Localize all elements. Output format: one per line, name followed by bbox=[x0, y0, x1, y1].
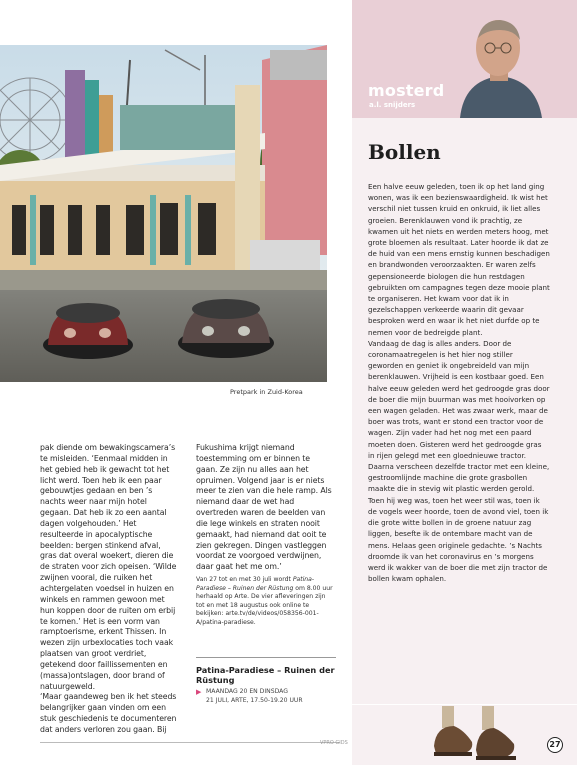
article-photo bbox=[0, 45, 327, 382]
broadcast-text: om 8.00 uur herhaald op Arte. De vier afleveringen zijn tot en met 18 augustus ook online te bekijken: bbox=[196, 584, 333, 618]
column-label: mosterd bbox=[368, 81, 445, 100]
program-listing bbox=[196, 657, 336, 705]
broadcast-info bbox=[196, 576, 334, 628]
author-portrait bbox=[440, 10, 550, 118]
play-icon: ▶ bbox=[196, 688, 202, 696]
column-author: a.l. snijders bbox=[369, 101, 416, 109]
program-schedule bbox=[196, 688, 336, 705]
broadcast-text: Van 27 tot en met 30 juli wordt bbox=[196, 576, 293, 583]
column-headline: Bollen bbox=[368, 140, 441, 164]
broadcast-end: . bbox=[253, 618, 256, 626]
column-body bbox=[368, 181, 550, 584]
article-paragraph: ‘Maar gaandeweg ben ik het steeds belangrijker gaan vinden om een stuk geschiedenis te documenteren dat anders verloren zou gaan. Bij bbox=[40, 692, 177, 734]
column-paragraph: Toen hij weg was, toen het weer stil was, toen ik de vogels weer hoorde, toen de avond viel, toen ik die grote witte bollen in de groene natuur zag liggen, besefte ik de ontembare macht van de mens. Helaas geen originele gedachte. ’s Nachts droomde ik van het coronavirus en ’s morgens werd ik wakker van de boer die met zijn tractor de bollen kwam ophalen. bbox=[368, 495, 549, 584]
program-time: 21 JULI, ARTE, 17.50-19.20 UUR bbox=[206, 696, 303, 704]
broadcast-link[interactable]: arte.tv/de/videos/058356-001-A/patina-paradiese bbox=[196, 610, 319, 626]
shoes-illustration bbox=[430, 706, 520, 762]
column-paragraph: Vandaag de dag is alles anders. Door de coronamaatregelen is het hier nog stiller geworden en geniet ik ongebreideld van mijn berenklauwen. Vrijheid is een kostbaar goed. Een halve eeuw geleden werd het gedroogde gras door de boer die mijn buurman was met hooivorken op een wagen geladen. Het was zwaar werk, maar de boer was trots, want er stond een tractor voor de wagen. Zijn vader had het nog met een paard moeten doen. Gisteren werd het gedroogde gras in rijen gelegd met een gloednieuwe tractor. Daarna verscheen dezelfde tractor met een kleine, gestroomlijnde machine die grote grasbollen maakte die in stevig wit plastic werden gerold. bbox=[368, 338, 550, 494]
article-paragraph: Fukushima krijgt niemand toestemming om er binnen te gaan. Ze zijn nu alles aan het opruimen. Volgend jaar is er niets meer te zien van die hele ramp. Als niemand daar de wet had overtreden waren de beelden van die lege winkels en straten nooit gemaakt, had niemand dat ooit te zien gekregen. Dingen vastleggen voordat ze voorgoed verdwijnen, daar gaat het me om.’ bbox=[196, 443, 332, 572]
article-column-left bbox=[40, 443, 178, 736]
broadcast-title: Patina-Paradiese – Ruinen der Rüstung bbox=[196, 576, 315, 592]
article-column-middle bbox=[196, 443, 332, 573]
program-day: MAANDAG 20 EN DINSDAG bbox=[206, 688, 288, 695]
article-paragraph: pak diende om bewakingscamera’s te misleiden. ‘Eenmaal midden in het gebied heb ik gewacht tot het licht werd. Toen heb ik een paar gebouwtjes gedaan en ben ’s nachts weer naar mijn hotel gegaan. Dat heb ik zo een aantal dagen volgehouden.’ Het resulteerde in apocalyptische beelden: bergen stinkend afval, gras dat overal woekert, dieren die de straten voor zich opeisen. ‘Wilde zwijnen vooral, die ruiken het achtergelaten voedsel in huizen en winkels en rammen gewoon met hun koppen door de ruiten om erbij te komen.’ Het is een vorm van ramptoerisme, erkent Thissen. In wezen zijn urbexlocaties toch vaak plaatsen van groot verdriet, getekend door faillissementen en (massa)ontslagen, door brand of natuurgeweld. bbox=[40, 443, 177, 691]
program-title: Patina-Paradiese – Ruinen der Rüstung bbox=[196, 665, 335, 685]
divider bbox=[352, 704, 577, 705]
photo-caption: Pretpark in Zuid-Korea bbox=[230, 388, 303, 396]
column-paragraph: Een halve eeuw geleden, toen ik op het land ging wonen, was ik een bezienswaardigheid. Ik wist het verschil niet tussen kruid en onkruid, ik liet alles groeien. Berenklauwen vond ik prachtig, ze kwamen uit het niets en werden meters hoog, met grote bloemen als resultaat. Later hoorde ik dat ze de huid van een mens ernstig kunnen beschadigen en brandwonden veroorzaakten. Er waren zelfs gepensioneerde biologen die hun restdagen gebruikten om campagnes tegen deze mooie plant te organiseren. Het kwam voor dat ik in gezelschappen verkeerde waarin dit gevaar besproken werd en waar ik het niet durfde op te nemen voor de bedreigde plant. bbox=[368, 182, 550, 337]
footer-rule bbox=[40, 742, 340, 743]
footer-source: VPRO GIDS bbox=[320, 740, 348, 746]
page-number: 27 bbox=[547, 737, 563, 753]
